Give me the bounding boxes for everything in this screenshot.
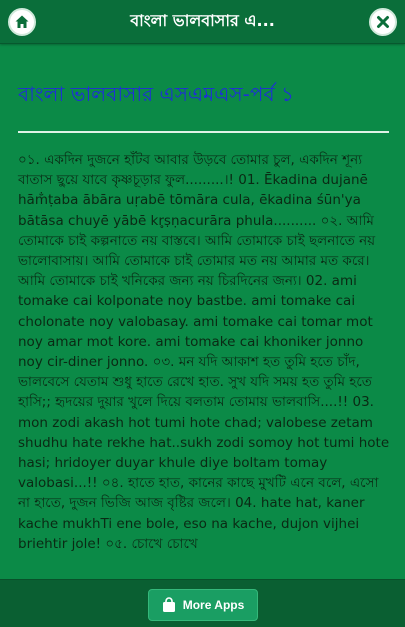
header-bar	[0, 0, 405, 44]
more-apps-label: More Apps	[182, 598, 245, 612]
shopping-bag-icon	[162, 597, 176, 613]
close-button[interactable]	[369, 8, 397, 36]
article-title: বাংলা ভালবাসার এসএমএস-পর্ব ১	[18, 82, 294, 106]
more-apps-button[interactable]	[148, 589, 258, 621]
footer-bar	[0, 579, 405, 627]
article-content[interactable]	[0, 44, 405, 579]
header-title: বাংলা ভালবাসার এ...	[130, 11, 275, 30]
close-icon	[376, 15, 390, 29]
article-body: ০১. একদিন দুজনে হাঁটব আবার উড়বে তোমার চুল, একদিন শূন্য বাতাস ছুয়ে যাবে কৃষ্ণচূড়ার ফুল.........।! 01. Ēkadina dujanē hām̐ṭaba ābāra uṛabē tōmāra cula, ēkadina śūn'ya bātāsa chuyē yābē kr̥ṣṇacurāra phula.......... ০২. আমি তোমাকে চাই কল্পনাতে নয় বাস্তবে। আমি তোমাকে চাই ছলনাতে নয় ভালোবাসায়। আমি তোমাকে চাই তোমার মত নয় আমার মত করে। আমি তোমাকে চাই খনিকের জন্য নয় চিরদিনের জন্য। 02. ami tomake cai kolponate noy bastbe. ami tomake cai cholonate noy valobasay. ami tomake cai tomar mot noy amar mot kore. ami tomake cai khoniker jonno noy cir-diner jonno. ০৩. মন যদি আকাশ হত তুমি হতে চাঁদ, ভালবেসে যেতাম শুধু হাতে রেখে হাত. সুখ যদি সময় হত তুমি হতে হাসি;; হৃদয়ের দুয়ার খুলে দিয়ে বলতাম তোমায় ভালবাসি....!! 03. mon zodi akash hot tumi hote chad; valobese zetam shudhu hate rekhe hat..sukh zodi somoy hot tumi hote hasi; hridoyer duyar khule diye boltam tomay valobasi...!! ০৪. হাতে হাত, কানের কাছে মুখটি এনে বলে, এসো না হাতে, দুজন ভিজি আজ বৃষ্টির জলে। 04. hate hat, kaner kache mukhTi ene bole, eso na kache, dujon vijhei briehtir jole! ০৫. চোখে চোখে	[18, 152, 390, 552]
title-divider	[18, 131, 389, 133]
